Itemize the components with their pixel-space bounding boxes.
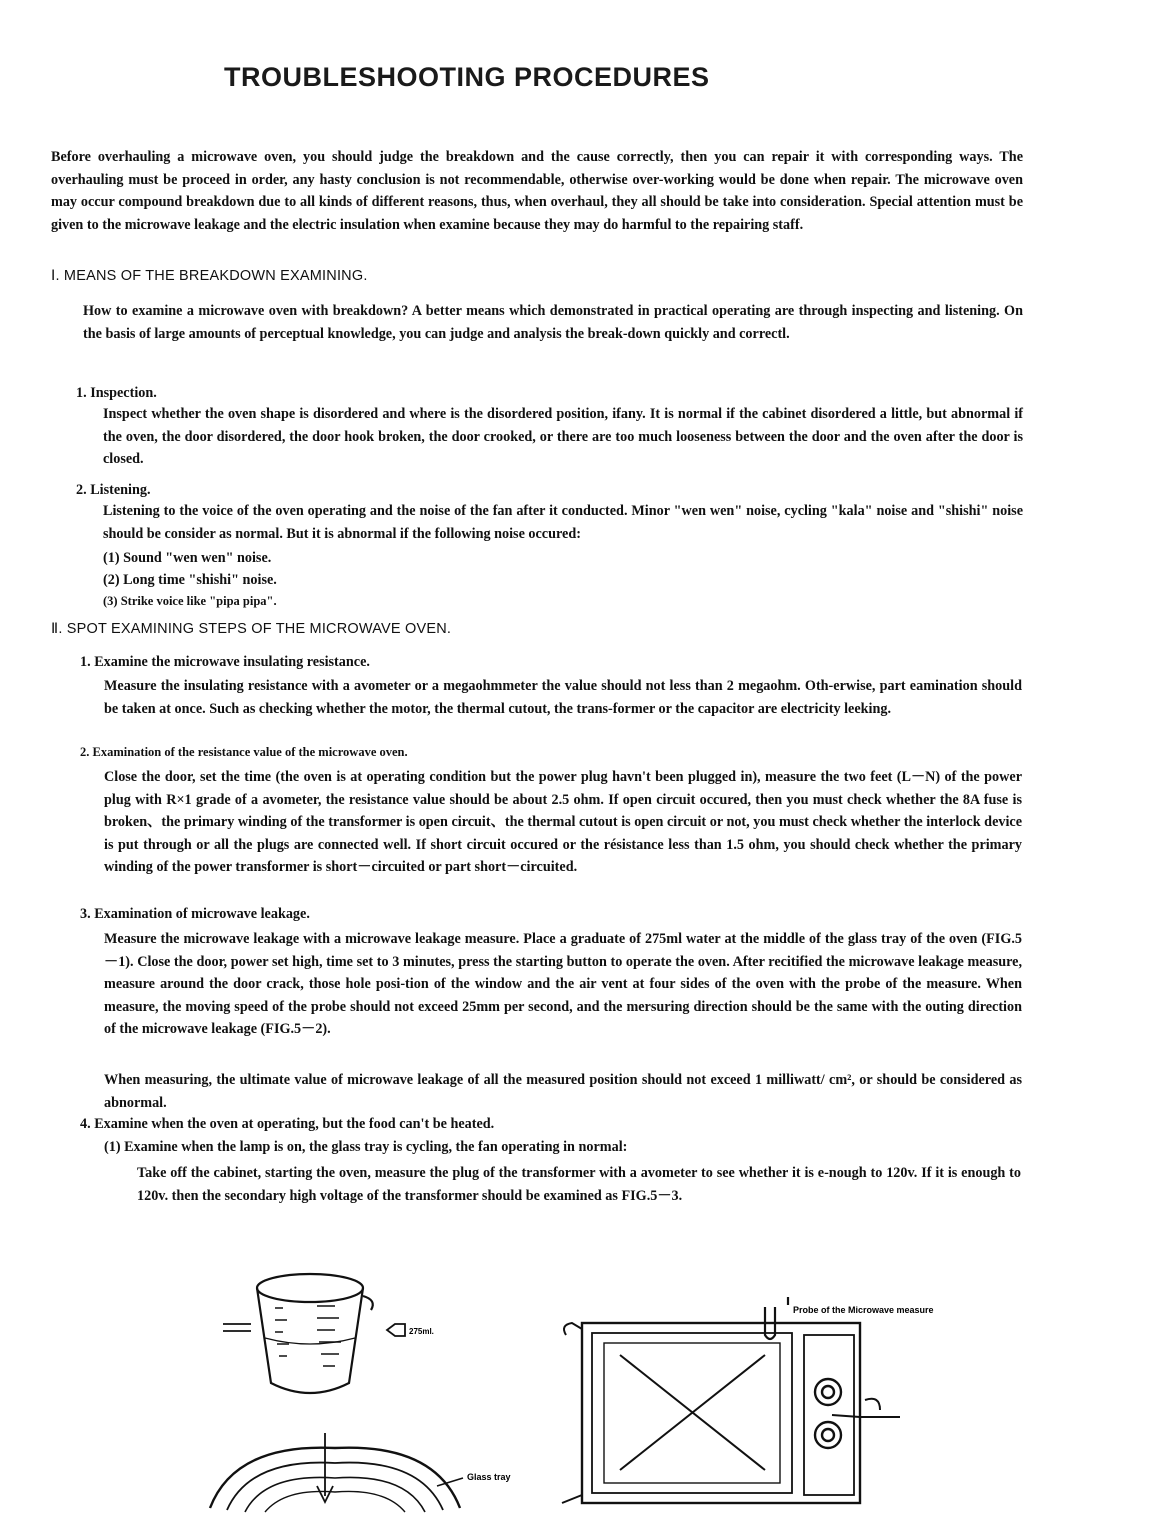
water-volume-label: 275ml. (409, 1327, 434, 1336)
intro-paragraph: Before overhauling a microwave oven, you should judge the breakdown and the cause correctly, then you can repair it with corresponding ways. The overhauling must be proceed in order, any hasty conclusion is not recommendable, otherwise over-working would be done when repair. The microwave oven may occur compound breakdown due to all kinds of different reasons, thus, when overhaul, they all should be take into consideration. Special attention must be given to the microwave leakage and the electric insulation when examine because they may do harmful to the repairing staff. (51, 149, 1023, 233)
section1-item1-title: 1. Inspection. (76, 385, 157, 401)
section2-item1-body: Measure the insulating resistance with a avometer or a megaohmmeter the value should not less than 2 megaohm. Oth-erwise, part eamination should be taken at once. Such as checking whether the motor, the thermal cutout, the trans-former or the capacitor are electricity leeking. (104, 678, 1022, 717)
beaker-icon (257, 1274, 373, 1393)
section1-item2-title: 2. Listening. (76, 482, 151, 498)
section1-item1-body: Inspect whether the oven shape is disordered and where is the disordered position, ifany. It is normal if the cabinet disordered a little, but abnormal if the oven, the door disordered, the door hook broken, the door crooked, or there are too much looseness between the door and the oven after the door is closed. (103, 406, 1023, 468)
glass-tray-icon (210, 1433, 460, 1512)
probe-label: Probe of the Microwave measure (793, 1305, 934, 1315)
section1-heading: Ⅰ. MEANS OF THE BREAKDOWN EXAMINING. (51, 268, 368, 284)
section2-item4-sub-body: Take off the cabinet, starting the oven, measure the plug of the transformer with a avometer to see whether it is e-nough to 120v. If it is enough to 120v. then the secondary high voltage of the transformer should be examined as FIG.5－3. (137, 1165, 1021, 1204)
section2-item3-title: 3. Examination of microwave leakage. (80, 906, 310, 922)
section2-item2-body: Close the door, set the time (the oven is at operating condition but the power plug havn't been plugged in), measure the two feet (L－N) of the power plug with R×1 grade of a avometer, the resistance value should be about 2.5 ohm. If open circuit occured, then you must check whether the 8A fuse is broken、the primary winding of the transformer is open circuit、the thermal cutout is open circuit or not, you must check whether the interlock device is put through or all the plugs are connected well. If short circuit occured or the résistance less than 1.5 ohm, you should check whether the primary winding of the power transformer is short－circuited or part short－circuited. (104, 769, 1022, 876)
oven-figure (560, 1295, 980, 1510)
noise-item-2: (2) Long time "shishi" noise. (103, 572, 277, 588)
glass-tray-label: Glass tray (467, 1472, 511, 1482)
probe-icon (765, 1297, 900, 1417)
noise-item-1: (1) Sound "wen wen" noise. (103, 550, 272, 566)
section2-item3-body-2: When measuring, the ultimate value of microwave leakage of all the measured position should not exceed 1 milliwatt/ cm², or should be considered as abnormal. (104, 1072, 1022, 1111)
section2-item2-title: 2. Examination of the resistance value of the microwave oven. (80, 745, 408, 759)
noise-item-3: (3) Strike voice like "pipa pipa". (103, 594, 277, 608)
section2-item4-sub-title: (1) Examine when the lamp is on, the glass tray is cycling, the fan operating in normal: (104, 1139, 628, 1155)
oven-icon (562, 1323, 880, 1503)
section2-item4-title: 4. Examine when the oven at operating, but the food can't be heated. (80, 1116, 495, 1132)
section2-item3-body: Measure the microwave leakage with a microwave leakage measure. Place a graduate of 275ml water at the middle of the glass tray of the oven (FIG.5－1). Close the door, power set high, time set to 3 minutes, press the starting button to operate the oven. After recitified the microwave leakage measure, measure around the door crack, those hole posi-tion of the window and the air vent at four sides of the oven with the probe of the measure. When measure, the moving speed of the probe should not exceed 25mm per second, and the mersuring direction should be the same with the outing direction of the microwave leakage (FIG.5－2). (104, 931, 1022, 1038)
section2-item1-title: 1. Examine the microwave insulating resistance. (80, 654, 370, 670)
water-level-marker (223, 1324, 405, 1336)
section2-heading: Ⅱ. SPOT EXAMINING STEPS OF THE MICROWAVE OVEN. (51, 621, 452, 637)
section1-intro: How to examine a microwave oven with breakdown? A better means which demonstrated in practical operating are through inspecting and listening. On the basis of large amounts of perceptual knowledge, you can judge and analysis the break-down quickly and correctl. (83, 303, 1023, 342)
section1-item2-body: Listening to the voice of the oven operating and the noise of the fan after it conducted. Minor "wen wen" noise, cycling "kala" noise and "shishi" noise should be consider as normal. But it is abnormal if the following noise occured: (103, 503, 1023, 542)
page-title: TROUBLESHOOTING PROCEDURES (224, 62, 710, 92)
beaker-figure (205, 1258, 525, 1513)
